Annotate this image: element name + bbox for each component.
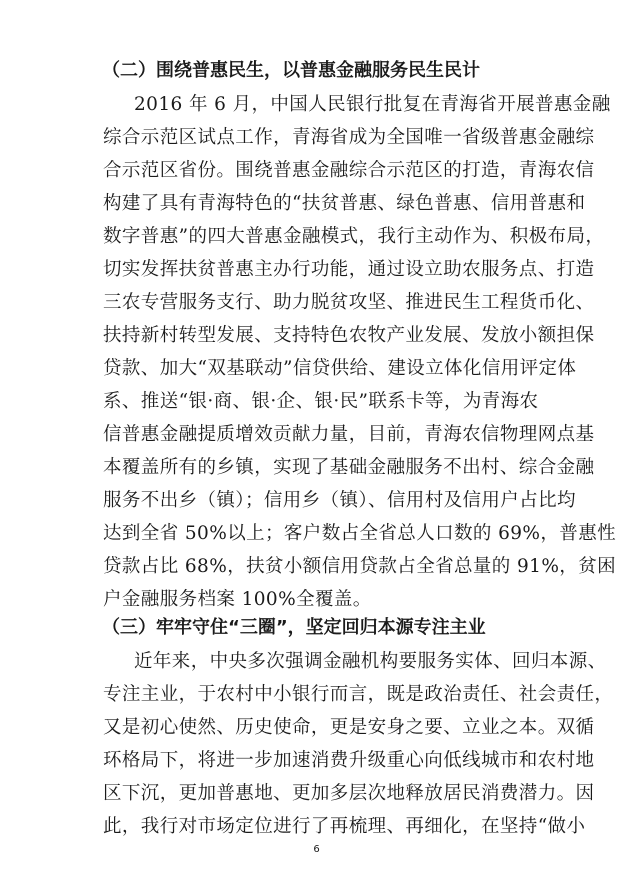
paragraph-line: 区下沉，更加普惠地、更加多层次地释放居民消费潜力。因 bbox=[103, 783, 595, 804]
section-two-heading: （二）围绕普惠民生，以普惠金融服务民生民计 bbox=[102, 60, 480, 81]
paragraph-line: 构建了具有青海特色的“扶贫普惠、绿色普惠、信用普惠和 bbox=[103, 193, 586, 214]
paragraph-line: 本覆盖所有的乡镇，实现了基础金融服务不出村、综合金融 bbox=[103, 457, 595, 478]
paragraph-line: 达到全省 50%以上；客户数占全省总人口数的 69%，普惠性 bbox=[103, 523, 617, 544]
paragraph-line: 综合示范区试点工作，青海省成为全国唯一省级普惠金融综 bbox=[103, 127, 595, 148]
paragraph-line: 贷款、加大“双基联动”信贷供给、建设立体化信用评定体 bbox=[103, 358, 577, 379]
section-three-heading: （三）牢牢守住“三圈”，坚定回归本源专注主业 bbox=[102, 617, 486, 638]
paragraph-line: 又是初心使然、历史使命，更是安身之要、立业之本。双循 bbox=[103, 717, 595, 738]
paragraph-line: 服务不出乡（镇）；信用乡（镇）、信用村及信用户占比均 bbox=[103, 490, 576, 511]
page-number: 6 bbox=[313, 844, 320, 855]
paragraph-line: 扶持新村转型发展、支持特色农牧产业发展、发放小额担保 bbox=[103, 325, 595, 346]
paragraph-line: 数字普惠”的四大普惠金融模式，我行主动作为、积极布局， bbox=[103, 226, 605, 247]
paragraph-line: 近年来，中央多次强调金融机构要服务实体、回归本源、 bbox=[134, 651, 607, 672]
paragraph-line: 贷款占比 68%，扶贫小额信用贷款占全省总量的 91%，贫困 bbox=[103, 556, 617, 577]
paragraph-line: 2016 年 6 月，中国人民银行批复在青海省开展普惠金融 bbox=[134, 94, 611, 115]
paragraph-line: 切实发挥扶贫普惠主办行功能，通过设立助农服务点、打造 bbox=[103, 259, 595, 280]
paragraph-line: 三农专营服务支行、助力脱贫攻坚、推进民生工程货币化、 bbox=[103, 292, 595, 313]
paragraph-line: 合示范区省份。围绕普惠金融综合示范区的打造，青海农信 bbox=[103, 160, 595, 181]
paragraph-line: 环格局下，将进一步加速消费升级重心向低线城市和农村地 bbox=[103, 750, 595, 771]
paragraph-line: 信普惠金融提质增效贡献力量，目前，青海农信物理网点基 bbox=[103, 424, 595, 445]
paragraph-line: 此，我行对市场定位进行了再梳理、再细化，在坚持“做小 bbox=[103, 816, 586, 837]
paragraph-line: 专注主业，于农村中小银行而言，既是政治责任、社会责任， bbox=[103, 684, 614, 705]
paragraph-line: 户金融服务档案 100%全覆盖。 bbox=[103, 589, 372, 610]
paragraph-line: 系、推送“银·商、银·企、银·民”联系卡等，为青海农 bbox=[103, 391, 539, 412]
